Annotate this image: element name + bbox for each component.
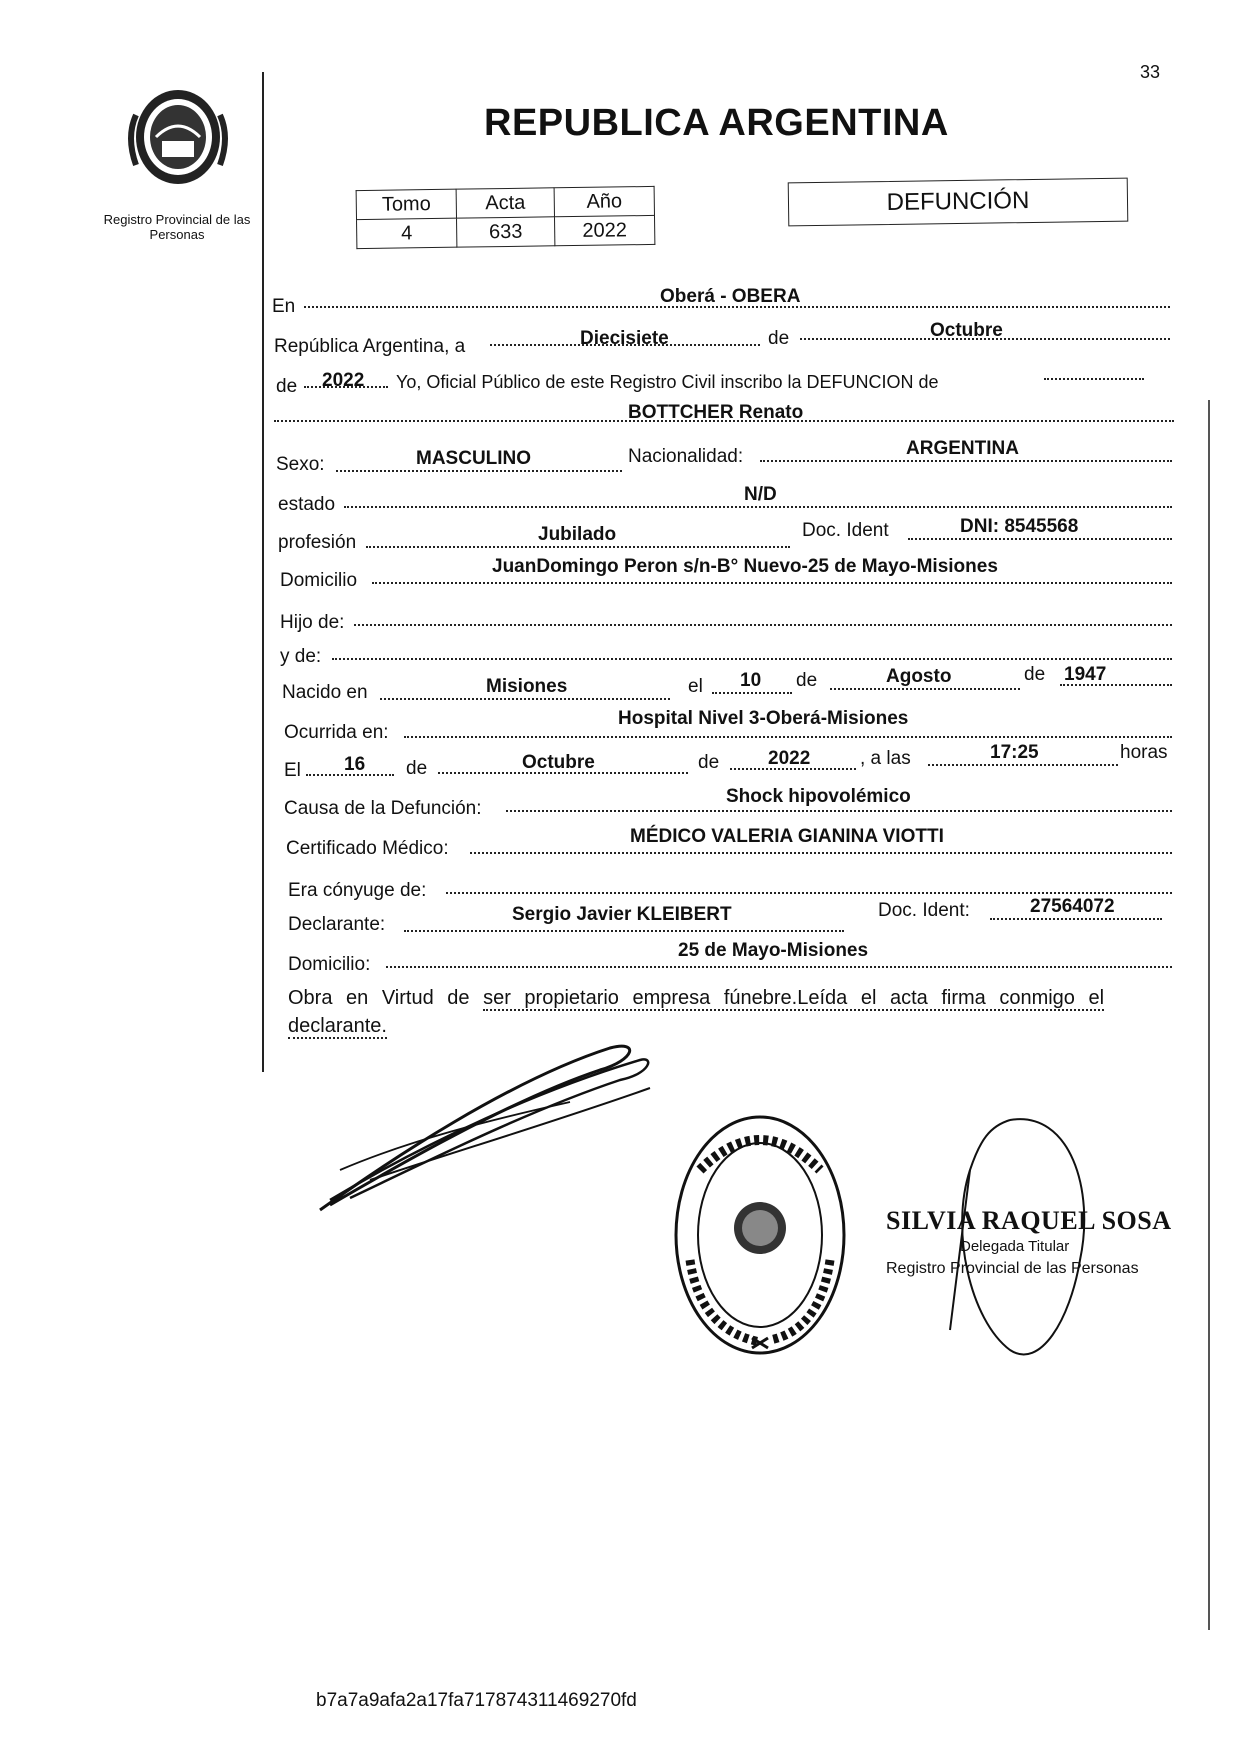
declarante-doc-line [990, 918, 1162, 920]
muerte-dia-value: 16 [344, 754, 366, 775]
left-margin-line [262, 72, 264, 1072]
declarante-value: Sergio Javier KLEIBERT [512, 904, 732, 925]
muerte-hora-value: 17:25 [990, 742, 1039, 763]
sexo-label: Sexo: [276, 454, 325, 475]
muerte-mes-value: Octubre [522, 752, 595, 773]
certificado-label: Certificado Médico: [286, 838, 449, 859]
deceased-name: BOTTCHER Renato [628, 402, 804, 423]
nacido-lugar-line [380, 698, 670, 700]
estado-value: N/D [744, 484, 777, 505]
obra-text [288, 984, 1188, 1040]
register-tomo: 4 [357, 218, 457, 248]
horas-label: horas [1120, 742, 1168, 763]
profesion-value: Jubilado [538, 524, 617, 545]
right-margin-line [1208, 400, 1210, 1630]
month-value: Octubre [930, 320, 1003, 341]
hijo-line [354, 624, 1172, 626]
nacido-dia-line [712, 692, 792, 694]
register-table [356, 186, 656, 249]
register-acta: 633 [457, 217, 555, 247]
domicilio2-label: Domicilio: [288, 954, 371, 975]
page-number: 33 [1140, 62, 1161, 82]
register-anio: 2022 [554, 215, 654, 245]
declarante-doc-label: Doc. Ident: [878, 900, 970, 921]
hora-line [928, 764, 1118, 766]
certificado-line [470, 852, 1172, 854]
domicilio-line [372, 582, 1172, 584]
obra-prefix: Obra en Virtud de [288, 987, 470, 1009]
declarante-line [404, 930, 844, 932]
profesion-line [366, 546, 790, 548]
muerte-de1-label: de [406, 758, 428, 779]
nacido-dia-value: 10 [740, 670, 762, 691]
nacido-de1-label: de [796, 670, 818, 691]
ocurrida-value: Hospital Nivel 3-Oberá-Misiones [618, 708, 909, 729]
nacionalidad-label: Nacionalidad: [628, 446, 744, 467]
place-value: Oberá - OBERA [660, 286, 801, 307]
signatory-organization: Registro Provincial de las Personas [886, 1260, 1139, 1277]
nacido-de2-label: de [1024, 664, 1046, 685]
nacido-lugar-value: Misiones [486, 676, 568, 697]
ocurrida-label: Ocurrida en: [284, 722, 389, 743]
el-label: el [688, 676, 703, 697]
nacionalidad-line [760, 460, 1172, 462]
causa-line [506, 810, 1172, 812]
register-header-acta: Acta [456, 188, 554, 218]
official-stamp-icon [670, 1110, 850, 1360]
signatory-role: Delegada Titular [960, 1238, 1070, 1255]
nacido-anio-value: 1947 [1064, 664, 1107, 685]
domicilio-label: Domicilio [280, 570, 358, 591]
a-las-label: , a las [860, 748, 911, 769]
signatory-name: SILVIA RAQUEL SOSA [886, 1206, 1172, 1235]
certificado-value: MÉDICO VALERIA GIANINA VIOTTI [630, 826, 944, 847]
day-words-value: Diecisiete [580, 328, 669, 349]
domicilio-value: JuanDomingo Peron s/n-B° Nuevo-25 de Mayo-Misiones [492, 556, 998, 577]
ocurrida-line [404, 736, 1172, 738]
domicilio2-line [386, 966, 1172, 968]
sexo-line [336, 470, 622, 472]
province-seal-icon [122, 85, 234, 190]
declarante-doc-value: 27564072 [1030, 896, 1115, 917]
nacionalidad-value: ARGENTINA [906, 438, 1019, 459]
causa-label: Causa de la Defunción: [284, 798, 482, 819]
conyuge-label: Era cónyuge de: [288, 880, 427, 901]
doc-label: Doc. Ident [802, 520, 889, 541]
yo-text: Yo, Oficial Público de este Registro Civil inscribo la DEFUNCION de [396, 372, 939, 392]
record-type-box: DEFUNCIÓN [788, 178, 1129, 227]
year-de-label: de [276, 376, 298, 397]
doc-line [908, 538, 1172, 540]
y-de-label: y de: [280, 646, 322, 667]
document-title: REPUBLICA ARGENTINA [484, 102, 949, 144]
register-header-tomo: Tomo [356, 189, 456, 219]
document-hash: b7a7a9afa2a17fa717874311469270fd [316, 1690, 637, 1711]
causa-value: Shock hipovolémico [726, 786, 911, 807]
muerte-anio-value: 2022 [768, 748, 811, 769]
en-label: En [272, 296, 296, 317]
doc-value: DNI: 8545568 [960, 516, 1079, 537]
estado-label: estado [278, 494, 336, 515]
domicilio2-value: 25 de Mayo-Misiones [678, 940, 869, 961]
conyuge-line [446, 892, 1172, 894]
declarant-signature-icon [310, 1040, 660, 1220]
yo-line [1044, 378, 1144, 380]
year-value: 2022 [322, 370, 365, 391]
nacido-label: Nacido en [282, 682, 368, 703]
y-de-line [332, 658, 1172, 660]
obra-value: ser propietario empresa fúnebre.Leída el acta firma conmigo el declarante. [288, 987, 1105, 1037]
republica-label: República Argentina, a [274, 336, 466, 357]
register-value-row [357, 215, 655, 248]
profesion-label: profesión [278, 532, 357, 553]
de-label: de [768, 328, 790, 349]
nacido-mes-value: Agosto [886, 666, 952, 687]
muerte-de2-label: de [698, 752, 720, 773]
nacido-mes-line [830, 688, 1020, 690]
declarante-label: Declarante: [288, 914, 386, 935]
register-header-anio: Año [554, 186, 654, 216]
register-header-row [356, 186, 654, 219]
el2-label: El [284, 760, 301, 781]
sexo-value: MASCULINO [416, 448, 532, 469]
estado-line [344, 506, 1172, 508]
hijo-label: Hijo de: [280, 612, 345, 633]
seal-caption: Registro Provincial de las Personas [103, 212, 251, 242]
